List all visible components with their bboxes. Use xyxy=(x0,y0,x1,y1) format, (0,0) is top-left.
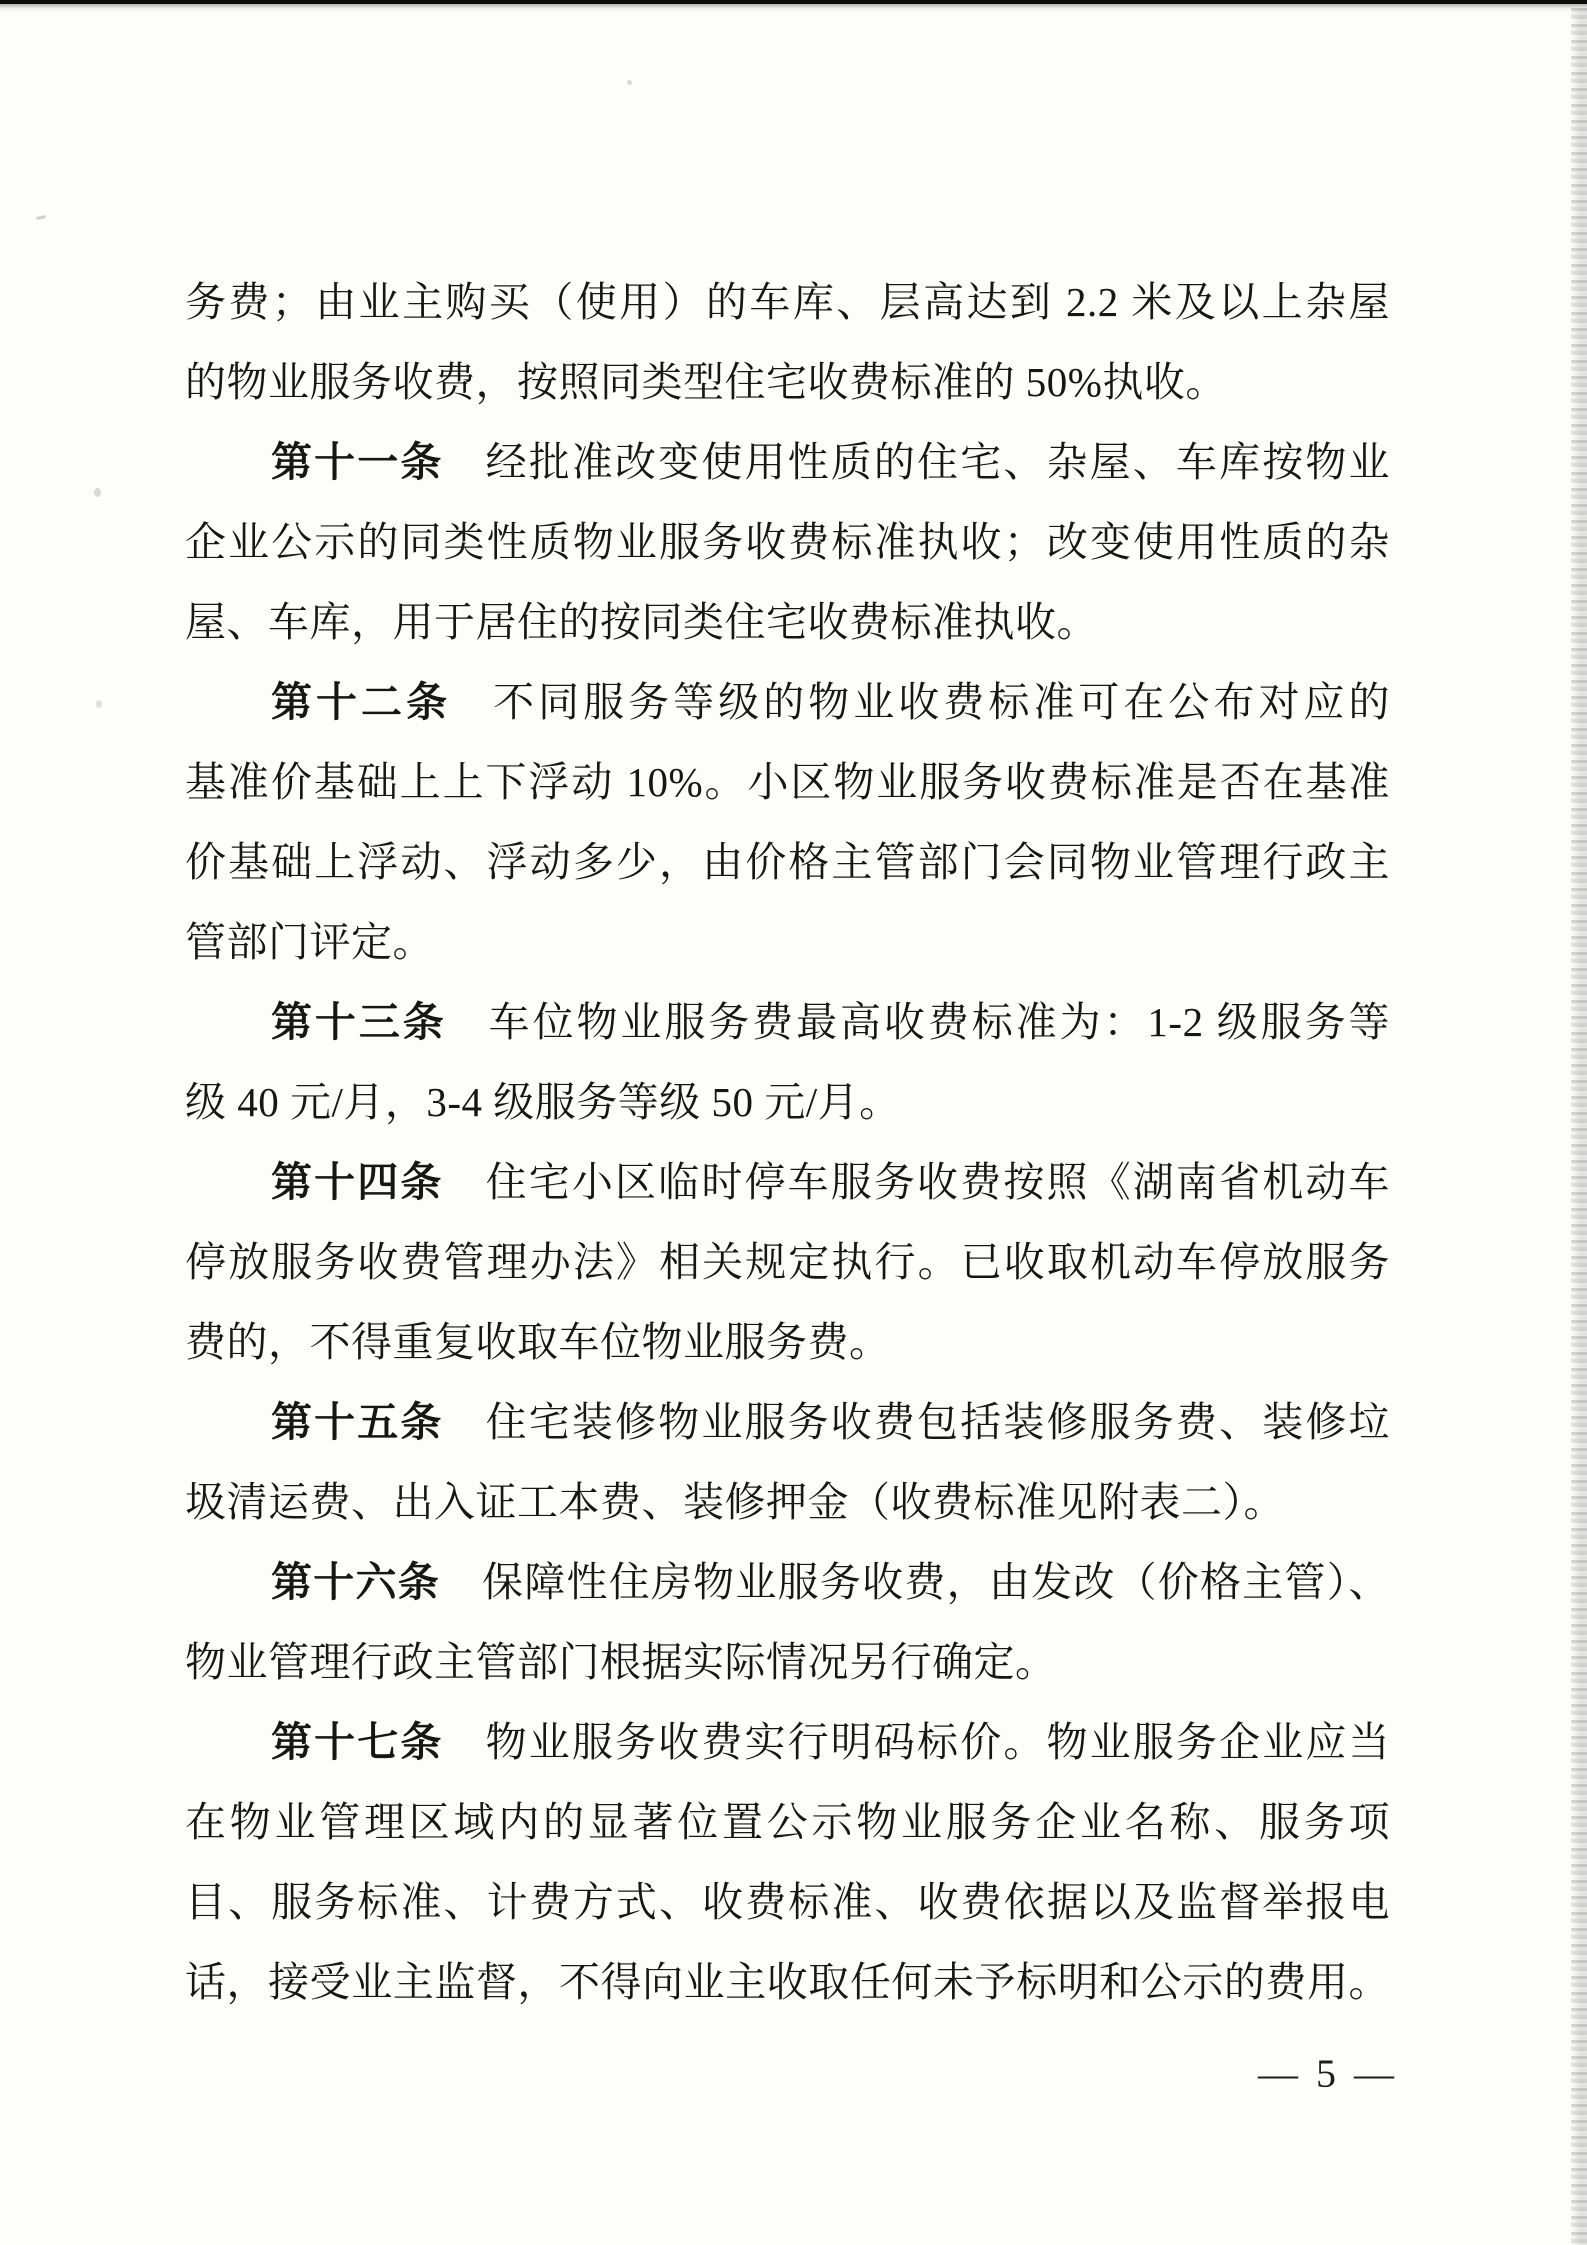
line-text: 物业服务收费实行明码标价。物业服务企业应当 xyxy=(485,1719,1391,1765)
scan-speck xyxy=(36,215,46,220)
text-line xyxy=(185,1062,1390,1142)
line-text: 的物业服务收费，按照同类型住宅收费标准的 50%执收。 xyxy=(185,359,1227,405)
text-line xyxy=(185,262,1390,342)
text-line xyxy=(185,582,1390,662)
line-text: 车位物业服务费最高收费标准为：1-2 级服务等 xyxy=(488,999,1390,1045)
scan-speck xyxy=(627,80,632,85)
line-text: 目、服务标准、计费方式、收费标准、收费依据以及监督举报电 xyxy=(185,1879,1390,1925)
line-text: 物业管理行政主管部门根据实际情况另行确定。 xyxy=(185,1639,1057,1685)
line-text: 不同服务等级的物业收费标准可在公布对应的 xyxy=(493,679,1391,725)
text-line xyxy=(185,342,1390,422)
scan-top-edge xyxy=(0,0,1587,12)
article-number: 第十七条 xyxy=(271,1719,444,1765)
text-line xyxy=(185,1222,1390,1302)
text-line xyxy=(185,742,1390,822)
line-text: 基准价基础上上下浮动 10%。小区物业服务收费标准是否在基准 xyxy=(185,759,1390,805)
scan-right-edge xyxy=(1571,8,1587,2245)
text-line xyxy=(185,1622,1390,1702)
line-text: 在物业管理区域内的显著位置公示物业服务企业名称、服务项 xyxy=(185,1799,1390,1845)
line-text: 企业公示的同类性质物业服务收费标准执收；改变使用性质的杂 xyxy=(185,519,1390,565)
line-text: 话，接受业主监督，不得向业主收取任何未予标明和公示的费用。 xyxy=(185,1959,1390,2005)
article-number: 第十一条 xyxy=(271,439,444,485)
text-line xyxy=(185,422,1390,502)
text-line xyxy=(185,1382,1390,1462)
line-text: 住宅小区临时停车服务收费按照《湖南省机动车 xyxy=(485,1159,1391,1205)
text-line xyxy=(185,822,1390,902)
line-text: 管部门评定。 xyxy=(185,919,434,965)
line-text: 费的，不得重复收取车位物业服务费。 xyxy=(185,1319,891,1365)
text-line xyxy=(185,902,1390,982)
text-line xyxy=(185,1142,1390,1222)
line-text: 保障性住房物业服务收费，由发改（价格主管）、 xyxy=(481,1559,1391,1605)
scan-speck xyxy=(94,488,101,497)
line-text: 圾清运费、出入证工本费、装修押金（收费标准见附表二）。 xyxy=(185,1479,1285,1525)
text-line xyxy=(185,1462,1390,1542)
article-number: 第十四条 xyxy=(271,1159,444,1205)
article-number: 第十二条 xyxy=(271,679,452,725)
text-line xyxy=(185,982,1390,1062)
article-number: 第十六条 xyxy=(271,1559,440,1605)
line-text: 务费；由业主购买（使用）的车库、层高达到 2.2 米及以上杂屋 xyxy=(185,279,1390,325)
text-line xyxy=(185,1782,1390,1862)
text-line xyxy=(185,1302,1390,1382)
page-number: — 5 — xyxy=(1258,2051,1398,2096)
text-line xyxy=(185,1942,1390,2022)
line-text: 住宅装修物业服务收费包括装修服务费、装修垃 xyxy=(485,1399,1391,1445)
line-text: 价基础上浮动、浮动多少，由价格主管部门会同物业管理行政主 xyxy=(185,839,1390,885)
text-line xyxy=(185,1542,1390,1622)
text-line xyxy=(185,502,1390,582)
text-line xyxy=(185,662,1390,742)
article-number: 第十五条 xyxy=(271,1399,444,1445)
scan-speck xyxy=(96,700,102,708)
text-line xyxy=(185,1862,1390,1942)
line-text: 经批准改变使用性质的住宅、杂屋、车库按物业 xyxy=(485,439,1391,485)
article-number: 第十三条 xyxy=(271,999,447,1045)
document-body xyxy=(185,262,1390,2022)
line-text: 级 40 元/月，3-4 级服务等级 50 元/月。 xyxy=(185,1079,901,1125)
text-line xyxy=(185,1702,1390,1782)
line-text: 停放服务收费管理办法》相关规定执行。已收取机动车停放服务 xyxy=(185,1239,1390,1285)
line-text: 屋、车库，用于居住的按同类住宅收费标准执收。 xyxy=(185,599,1098,645)
